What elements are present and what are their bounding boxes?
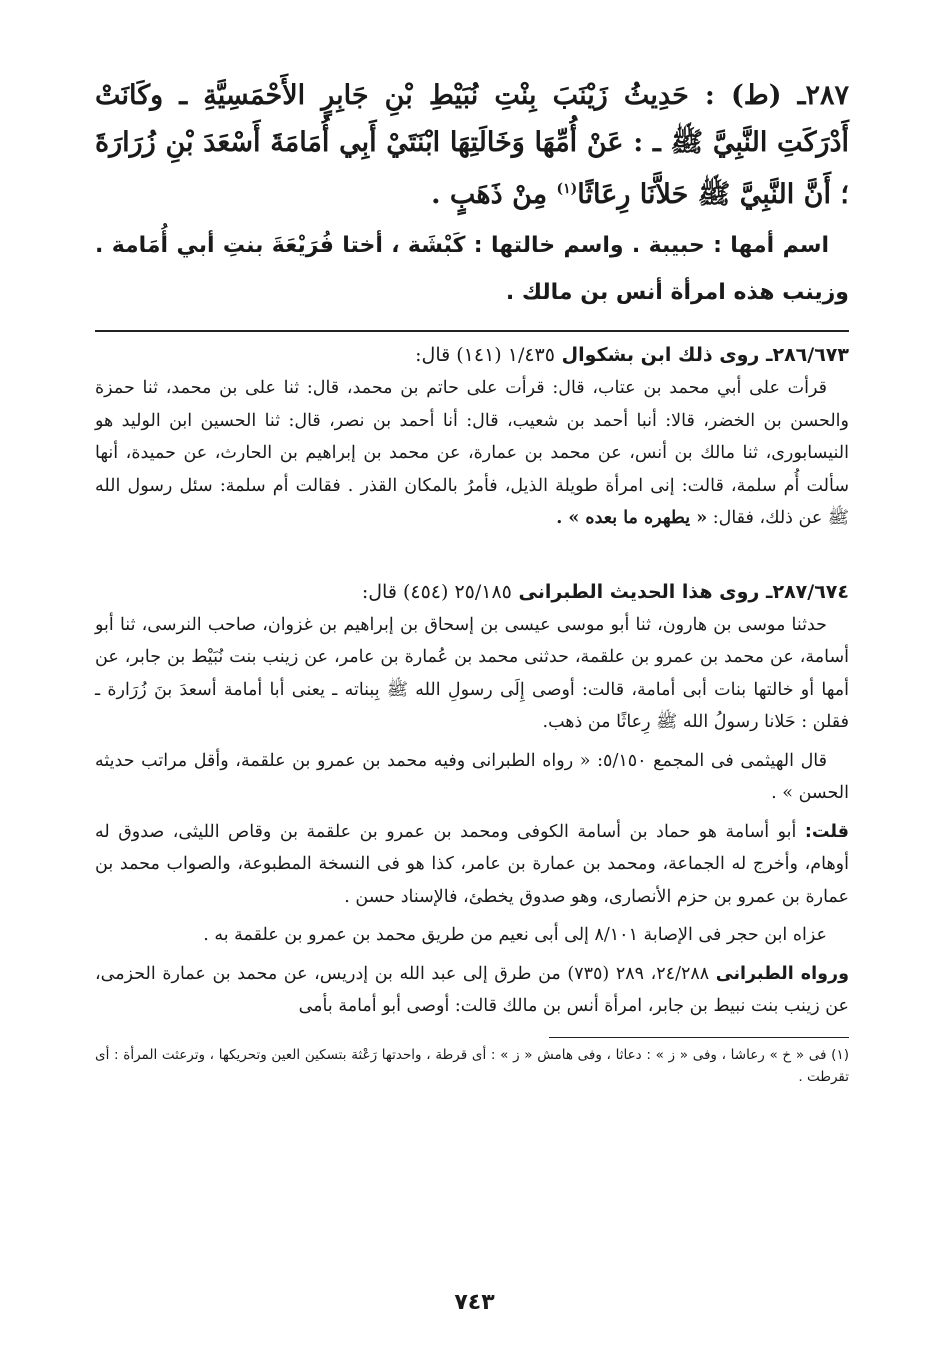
main-hadith-text: ٢٨٧ـ (ط) : حَدِيثُ زَيْنَبَ بِنْتِ نُبَيْطِ بْنِ جَابِرٍ الأَحْمَسِيَّةِ ـ وكَانَتْ أَدْرَكَتِ النَّبِيَّ ﷺ ـ : عَنْ أُمِّهَا وَخَالَتِهَا ابْنَتَيْ أَبِي أُمَامَةَ أَسْعَدَ بْنِ زُرَارَةَ ؛ أَنَّ النَّبِيَّ ﷺ حَلاَّنَا رِعَاثًا [95,80,849,210]
section-286-quote: « يطهره ما بعده » . [556,508,708,528]
section-286-text: قرأت على أبي محمد بن عتاب، قال: قرأت على حاتم بن محمد، قال: ثنا على بن محمد، ثنا حمزة والحسن بن الخضر، قالا: أنبا أحمد بن شعيب، قال: أنا أحمد بن نصر، قال: ثنا الحسين ابن الوليد هو النيسابورى، ثنا مالك بن أنس، عن محمد بن عمارة، عن محمد بن إبراهيم بن الحارث، عن حميدة، أنها سألت أُم سلمة، قالت: إنى امرأة طويلة الذيل، فأمرُ بالمكان القذر . فقالت أم سلمة: سئل رسول الله ﷺ عن ذلك، فقال: [95,378,849,528]
rawahu-text: ٢٤/٢٨٨، ٢٨٩ (٧٣٥) من طرق إلى عبد الله بن إدريس، عن محمد بن عمارة الحزمى، عن زينب بنت نبيط بن جابر، امرأة أنس بن مالك قالت: أوصى أبو أمامة بأمى [95,963,849,1016]
section-287-body: حدثنا موسى بن هارون، ثنا أبو موسى عيسى بن إسحاق بن إبراهيم بن غزوان، صاحب النرسى، ثنا أبو أسامة، عن محمد بن عمرو بن علقمة، حدثنى محمد بن عُمارة بن عامر، عن زينب بنت نُبَيْط بن جابر، عن أمها أو خالتها بنات أبى أمامة، قالت: أوصى إِلَى رسولِ الله ﷺ بِبناته ـ يعنى أبا أمامة أسعدَ بنَ زُرَارة ـ فقلن : حَلانا رسولُ الله ﷺ رِعاثًا من ذهب. [95,614,849,732]
section-287-heading [95,575,849,609]
section-286-source: ١/٤٣٥ (١٤١) قال: [415,344,555,366]
rawahu-label: ورواه الطبرانى [715,963,849,984]
main-hadith-end: مِنْ ذَهَبٍ . [431,179,557,210]
footnote: (١) فى « خ » رعاشا ، وفى « ز » : دعاثا ، وفى هامش « ز » : أى قرطة ، واحدتها رَعْثة بتسكين العين وتحريكها ، وترعثت المرأة : أى تقرطت . [95,1046,849,1085]
ibn-hajar-paragraph: عزاه ابن حجر فى الإصابة ٨/١٠١ إلى أبى نعيم من طريق محمد بن عمرو بن علقمة به . [203,925,827,945]
qult-paragraph [95,816,849,914]
section-287-source: ٢٥/١٨٥ (٤٥٤) قال: [361,580,512,603]
top-divider [95,330,849,332]
spacer [95,535,849,575]
footnote-divider [549,1037,849,1038]
section-286-heading [95,338,849,372]
section-286-title: ٢٨٦/٦٧٣ـ روى ذلك ابن بشكوال [561,344,849,366]
haythami-paragraph: قال الهيثمى فى المجمع ٥/١٥٠: « رواه الطبرانى وفيه محمد بن عمرو بن علقمة، وأقل مراتب حديثه الحسن » . [95,750,849,803]
qult-label: قلت: [804,821,849,842]
rawahu-paragraph [95,958,849,1023]
section-287-title: ٢٨٧/٦٧٤ـ روى هذا الحديث الطبرانى [518,580,849,603]
page-number: ٧٤٣ [454,1290,495,1315]
main-hadith [95,72,849,218]
footnote-ref[interactable]: (١) [556,181,578,197]
qult-text: أبو أسامة هو حماد بن أسامة الكوفى ومحمد بن عمرو بن علقمة بن وقاص الليثى، صدوق له أوهام، وأخرج له الجماعة، ومحمد بن عمارة بن عامر، كذا هو فى النسخة المطبوعة، والصواب محمد بن عمارة بن عمرو بن حزم الأنصارى، وهو صدوق يخطئ، فالإسناد حسن . [95,821,849,907]
explanation: اسم أمها : حبيبة . واسم خالتها : كَبْشَة ، أختا فُرَيْعَةَ بنتِ أبي أُمَامة . وزينب هذه امرأة أنس بن مالك . [95,233,849,305]
section-286-body [95,372,849,535]
